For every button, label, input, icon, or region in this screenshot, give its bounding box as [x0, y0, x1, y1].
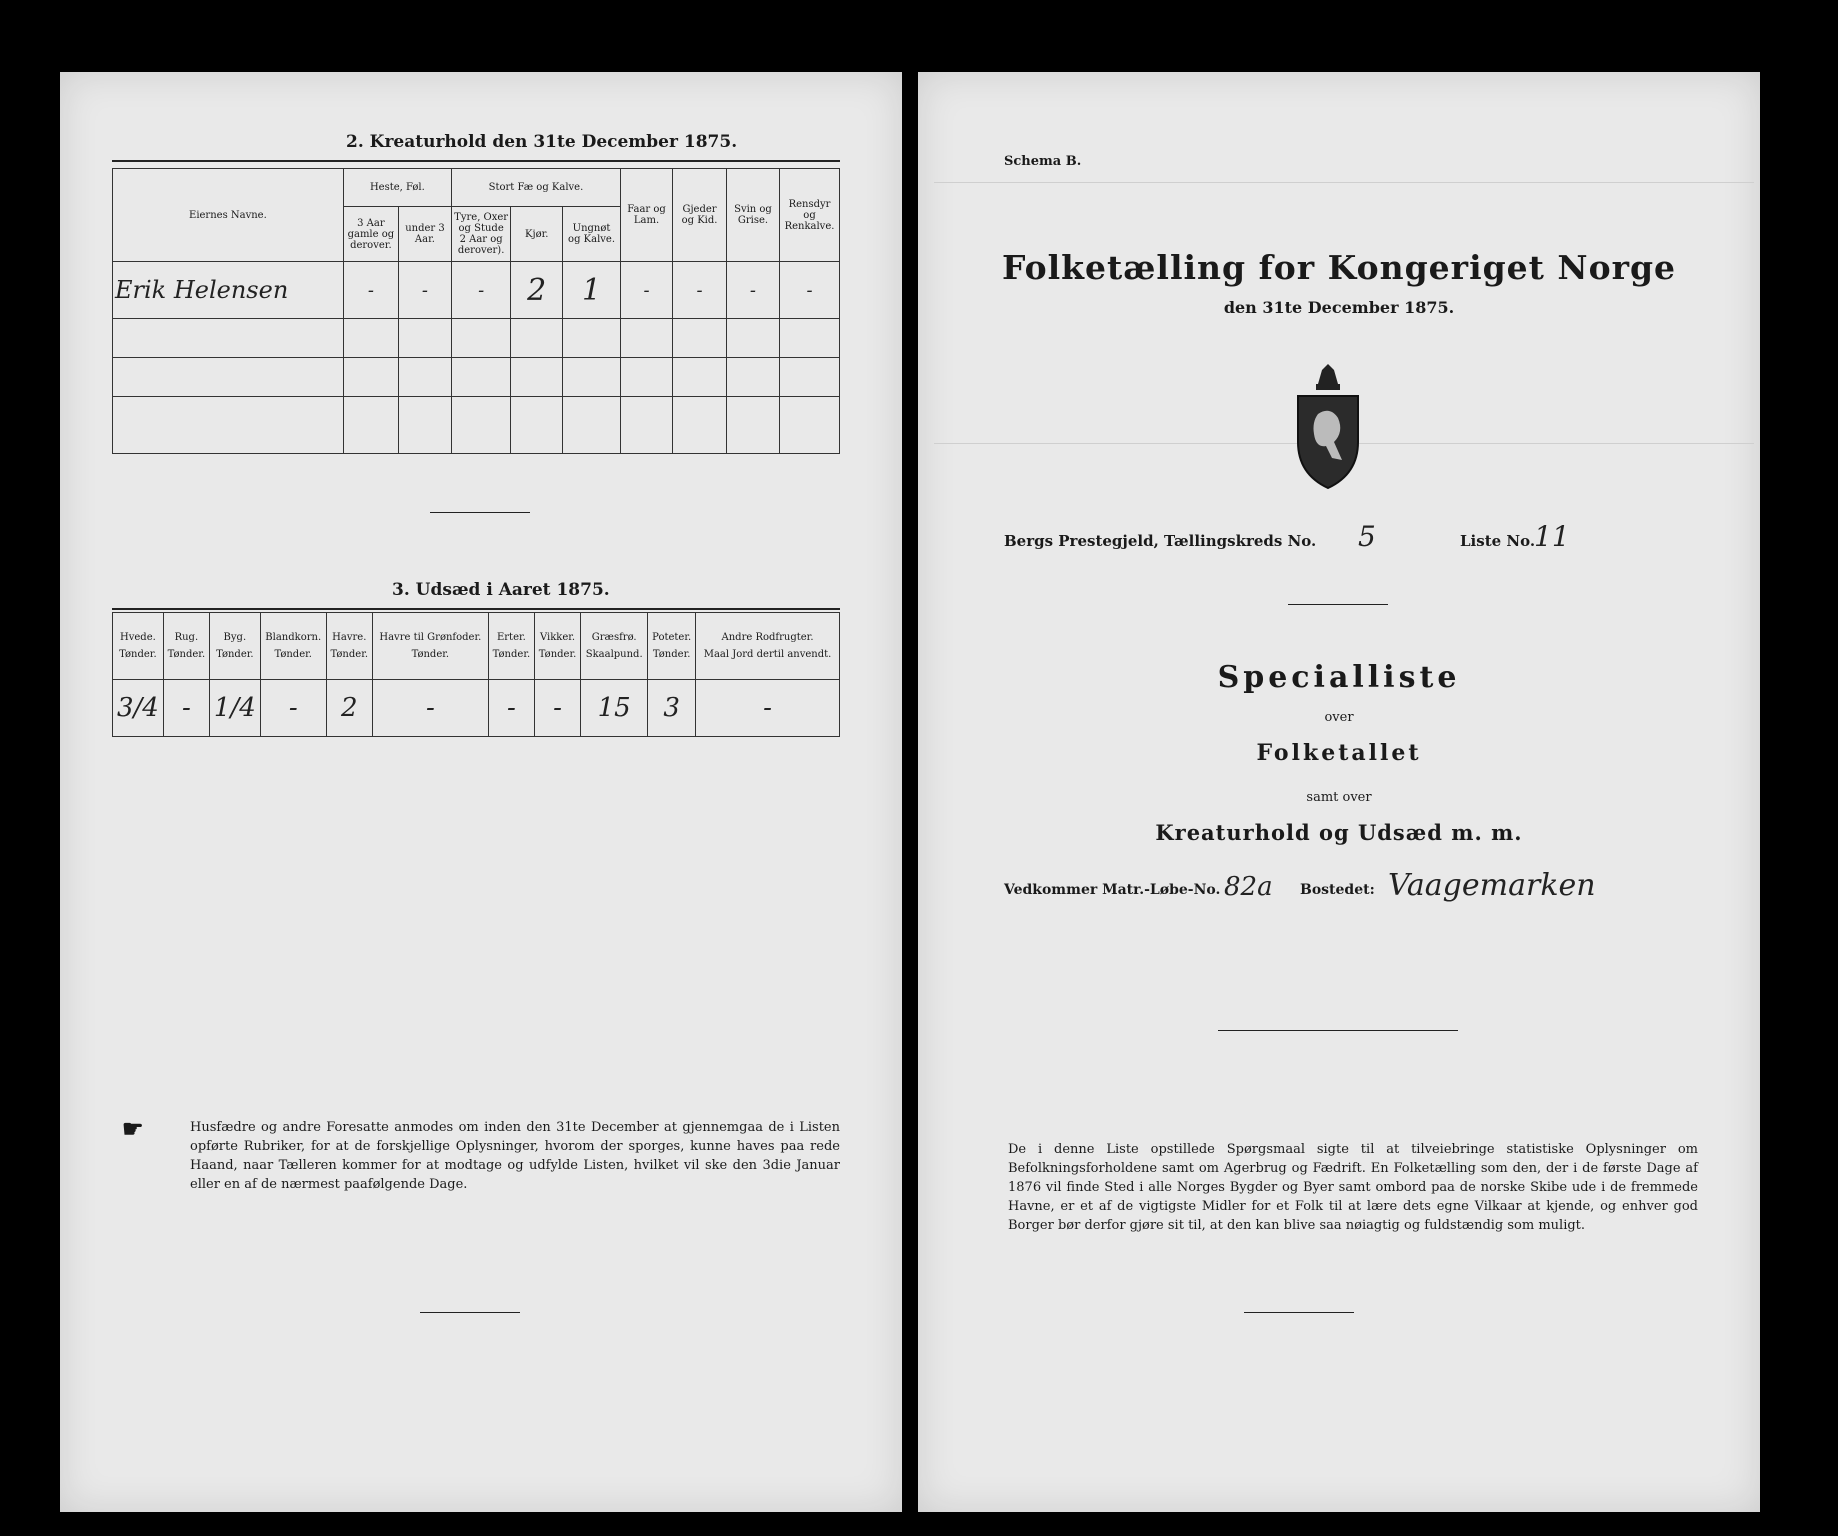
seed-col-header [488, 613, 534, 680]
over-text-1: over [1324, 710, 1354, 725]
seed-col-name: Blandkorn. [265, 632, 322, 643]
seed-value: - [534, 680, 580, 737]
seed-col-name: Græsfrø. [591, 632, 637, 643]
seed-value: - [488, 680, 534, 737]
intro-paragraph: De i denne Liste opstillede Spørgsmaal sigte til at tilveiebringe statistiske Oplysninger om Befolkningsforholdene samt om Agerbrug og Fædrift. En Folketælling som den, der i de første Dage af 1876 vil finde Sted i alle Norges Bygder og Byer samt ombord paa de norske Skibe ude i de fremmede Havne, er et af de vigtigste Midler for et Folk til at lære dets egne Vilkaar at kjende, og enhver god Borger bør derfor gjøre sit til, at den kan blive saa nøiagtig og fuldstændig som muligt. [1008, 1142, 1698, 1233]
seed-title: 3. Udsæd i Aaret 1875. [392, 580, 610, 600]
seed-col-unit: Skaalpund. [585, 649, 643, 660]
seed-col-name: Rug. [174, 632, 199, 643]
owner-header: Eiernes Navne. [113, 169, 344, 262]
pointing-hand-icon: ☛ [122, 1114, 144, 1143]
cell-faar: - [620, 262, 672, 319]
liste-label: Liste No. [1460, 532, 1536, 550]
divider [1288, 604, 1388, 605]
liste-number: 11 [1534, 520, 1570, 553]
faar-header: Faar og Lam. [620, 169, 672, 262]
seed-value: 15 [581, 680, 648, 737]
cell-ungnet: 1 [563, 262, 621, 319]
seed-col-name: Poteter. [652, 632, 692, 643]
seed-value: 1/4 [209, 680, 260, 737]
owner-name: Erik Helensen [113, 262, 344, 319]
divider [1218, 1030, 1458, 1031]
livestock-top-rule [112, 160, 840, 162]
seed-value: 3 [648, 680, 696, 737]
seed-value: 2 [326, 680, 372, 737]
seed-value: 3/4 [113, 680, 164, 737]
seed-col-header [372, 613, 488, 680]
heste-group-header: Heste, Føl. [343, 169, 451, 207]
seed-value: - [260, 680, 326, 737]
seed-value: - [696, 680, 840, 737]
norway-coat-of-arms-icon [1288, 362, 1368, 492]
seed-col-header [534, 613, 580, 680]
tyre-header: Tyre, Oxer og Stude 2 Aar og derover). [451, 207, 510, 262]
bosted-value: Vaagemarken [1388, 868, 1596, 903]
district-number: 5 [1358, 520, 1376, 553]
seed-col-unit: Tønder. [216, 649, 254, 660]
left-page [60, 72, 902, 1512]
heste-under3-header: under 3 Aar. [398, 207, 451, 262]
folketallet-title: Folketallet [1256, 740, 1422, 766]
gjeder-header: Gjeder og Kid. [673, 169, 727, 262]
seed-col-unit: Tønder. [652, 649, 691, 660]
cell-svin: - [726, 262, 779, 319]
seed-col-unit: Tønder. [411, 649, 450, 660]
cell-heste-3aar: - [343, 262, 398, 319]
seed-col-header [163, 613, 209, 680]
cell-kjor: 2 [511, 262, 563, 319]
samt-over-text: samt over [1306, 790, 1372, 805]
census-date: den 31te December 1875. [1223, 298, 1455, 317]
seed-header-row [113, 613, 840, 680]
stort-group-header: Stort Fæ og Kalve. [451, 169, 620, 207]
seed-col-unit: Tønder. [330, 649, 369, 660]
seed-col-name: Byg. [223, 632, 247, 643]
seed-col-name: Andre Rodfrugter. [721, 632, 814, 643]
seed-col-unit: Tønder. [274, 649, 312, 660]
seed-col-unit: Tønder. [167, 649, 206, 660]
seed-col-name: Havre. [332, 632, 367, 643]
seed-col-unit: Tønder. [492, 649, 531, 660]
seed-col-header [648, 613, 696, 680]
schema-label: Schema B. [1004, 154, 1082, 169]
kreaturhold-title: Kreaturhold og Udsæd m. m. [1155, 820, 1523, 845]
bosted-label: Bostedet: [1300, 882, 1375, 898]
seed-col-header [696, 613, 840, 680]
table-row [113, 680, 840, 737]
notice-text: Husfædre og andre Foresatte anmodes om inden den 31te December at gjennemgaa de i Listen opførte Rubriker, for at de forskjellige Oplysninger, hvorom der sporges, kunne haves paa rede Haand, naar Tælleren kommer for at modtage og udfylde Listen, hvilket vil ske den 3die Januar eller en af de nærmest paafølgende Dage. [190, 1120, 840, 1192]
cell-rensdyr: - [780, 262, 840, 319]
livestock-title: 2. Kreaturhold den 31te December 1875. [346, 132, 738, 152]
seed-col-name: Vikker. [539, 632, 576, 643]
seed-col-unit: Tønder. [538, 649, 577, 660]
seed-col-header [113, 613, 164, 680]
right-page [918, 72, 1760, 1512]
seed-col-header [209, 613, 260, 680]
kjor-header: Kjør. [511, 207, 563, 262]
cell-gjeder: - [673, 262, 727, 319]
matr-number: 82a [1224, 872, 1273, 902]
table-row [113, 262, 840, 319]
main-title: Folketælling for Kongeriget Norge [1001, 248, 1677, 287]
seed-table [112, 612, 840, 737]
seed-value: - [372, 680, 488, 737]
seed-col-name: Hvede. [120, 632, 156, 643]
cell-tyre: - [451, 262, 510, 319]
district-label: Bergs Prestegjeld, Tællingskreds No. [1004, 532, 1317, 550]
heste-3aar-header: 3 Aar gamle og derover. [343, 207, 398, 262]
divider [430, 512, 530, 513]
rensdyr-header: Rensdyr og Renkalve. [780, 169, 840, 262]
seed-value: - [163, 680, 209, 737]
seed-top-rule [112, 608, 840, 610]
ungnet-header: Ungnøt og Kalve. [563, 207, 621, 262]
specialliste-title: Specialliste [1217, 660, 1461, 695]
seed-col-header [581, 613, 648, 680]
livestock-table [112, 168, 840, 454]
divider [1244, 1312, 1354, 1313]
matr-label: Vedkommer Matr.-Løbe-No. [1004, 882, 1221, 898]
seed-col-name: Erter. [496, 632, 526, 643]
divider [420, 1312, 520, 1313]
seed-col-name: Havre til Grønfoder. [379, 632, 482, 643]
seed-col-unit: Tønder. [119, 649, 157, 660]
seed-col-header [260, 613, 326, 680]
svin-header: Svin og Grise. [726, 169, 779, 262]
seed-col-unit: Maal Jord dertil anvendt. [703, 649, 832, 660]
seed-col-header [326, 613, 372, 680]
cell-heste-under3: - [398, 262, 451, 319]
